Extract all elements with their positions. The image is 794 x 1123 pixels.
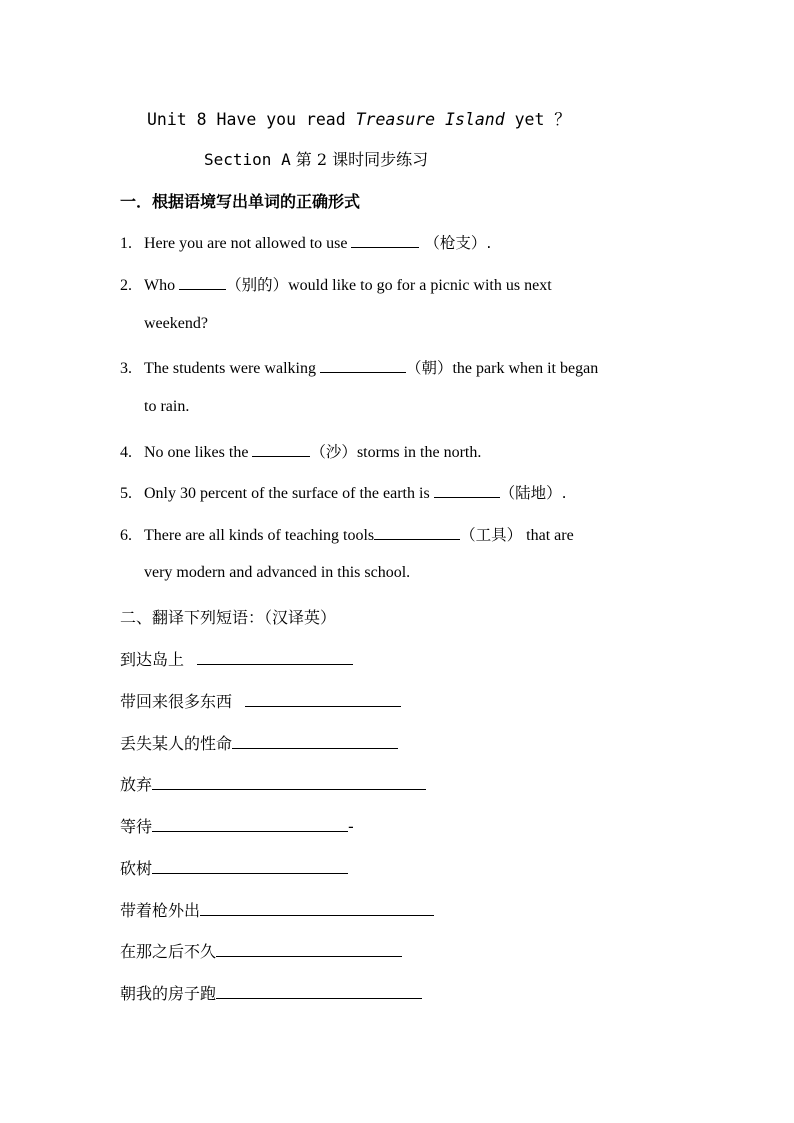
answer-blank[interactable] (152, 857, 348, 874)
exercise-item-4: 4. No one likes the （沙）storms in the north. (120, 443, 482, 461)
page-title: Unit 8 Have you read Treasure Island yet ？ (147, 110, 571, 129)
answer-blank[interactable] (152, 815, 348, 832)
exercise-item-6: 6. There are all kinds of teaching tools （工具） that are (120, 526, 574, 544)
exercise-item-1: 1. Here you are not allowed to use （枪支）. (120, 234, 492, 252)
section1-heading: 一．根据语境写出单词的正确形式 (120, 192, 361, 211)
answer-blank[interactable] (216, 982, 422, 999)
exercise-item-3-continued: to rain. (144, 398, 190, 415)
phrase-item-6: 砍树 (120, 856, 348, 879)
exercise-item-2: 2. Who （别的）would like to go for a picnic with us next (120, 276, 552, 294)
phrase-item-5: 等待 - (120, 817, 354, 836)
phrase-item-8: 在那之后不久 (120, 939, 402, 962)
page-subtitle: Section A 第 2 课时同步练习 (204, 150, 429, 169)
answer-blank[interactable] (152, 773, 426, 790)
answer-blank[interactable] (200, 899, 434, 916)
exercise-item-6-continued: very modern and advanced in this school. (144, 564, 411, 581)
section2-heading: 二、翻译下列短语：（汉译英） (120, 608, 337, 627)
book-title: Treasure Island (355, 110, 505, 129)
exercise-item-3: 3. The students were walking （朝）the park when it began (120, 359, 599, 377)
phrase-item-3: 丢失某人的性命 (120, 731, 398, 754)
phrase-item-7: 带着枪外出 (120, 898, 434, 921)
answer-blank[interactable] (434, 483, 500, 498)
answer-blank[interactable] (245, 690, 401, 707)
phrase-item-4: 放弃 (120, 772, 426, 795)
answer-blank[interactable] (197, 648, 353, 665)
answer-blank[interactable] (179, 275, 226, 290)
phrase-item-1: 到达岛上 (120, 647, 353, 670)
answer-blank[interactable] (374, 525, 460, 540)
answer-blank[interactable] (320, 358, 406, 373)
answer-blank[interactable] (351, 233, 419, 248)
exercise-item-2-continued: weekend? (144, 315, 208, 332)
phrase-item-9: 朝我的房子跑 (120, 981, 422, 1004)
answer-blank[interactable] (252, 442, 310, 457)
phrase-item-2: 带回来很多东西 (120, 689, 401, 712)
answer-blank[interactable] (232, 732, 398, 749)
exercise-item-5: 5. Only 30 percent of the surface of the earth is （陆地）. (120, 484, 567, 502)
answer-blank[interactable] (216, 940, 402, 957)
